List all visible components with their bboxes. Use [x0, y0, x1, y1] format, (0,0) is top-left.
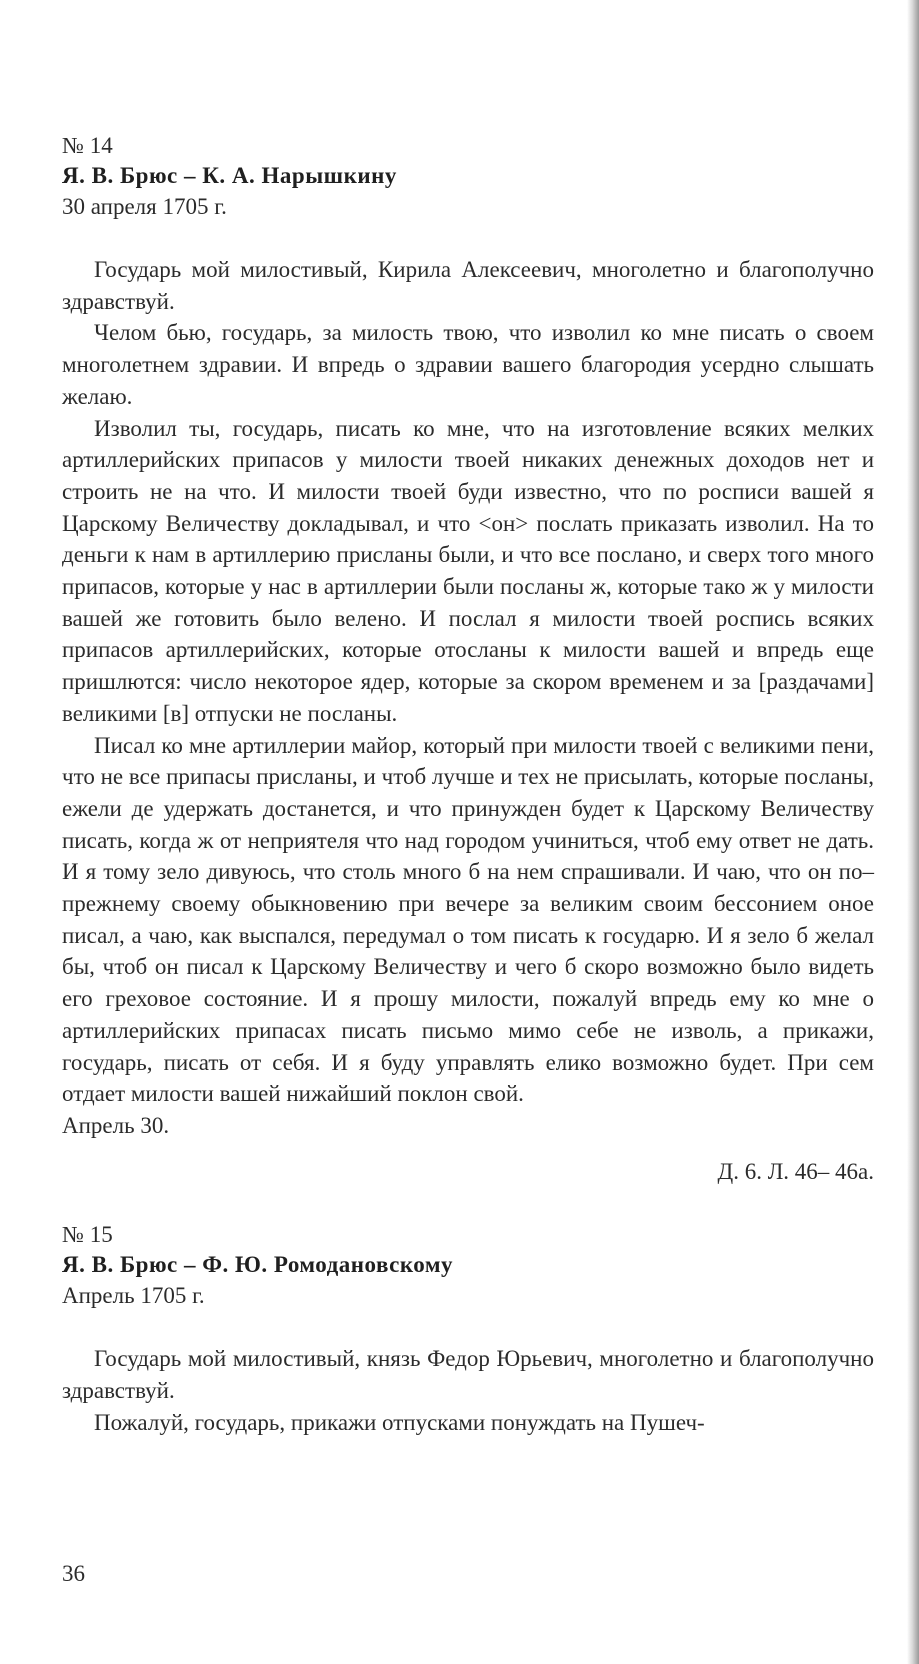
paragraph: Изволил ты, государь, писать ко мне, что на изготовление всяких мелких артиллерийских припасов у милости твоей никаких денежных доходов нет и строить не на что. И милости твоей буди известно, что по росписи вашей я Царскому Величеству докладывал, и что <он> послать приказать изволил. На то деньги к нам в артиллерию присланы были, и что все послано, и сверх того много припасов, которые у нас в артиллерии были посланы ж, которые тако ж у милости вашей же готовить было велено. И послал я милости твоей роспись всяких припасов артиллерийских, которые отосланы к милости вашей и впредь еще пришлются: число некоторое ядер, которые за скором временем и за [раздачами] великими [в] отпуски не посланы.: [62, 415, 874, 726]
document-number: № 14: [62, 133, 113, 158]
letter-body: [62, 1343, 874, 1438]
book-page: [62, 132, 874, 1439]
document-title: Я. В. Брюс – К. А. Нарышкину: [62, 163, 397, 188]
paragraph: Писал ко мне артиллерии майор, который при милости твоей с великими пени, что не все припасы присланы, и чтоб лучше и тех не присылать, которые посланы, ежели де удержать достанется, и что принужден будет к Царскому Величеству писать, когда ж от неприятеля что над городом учиниться, чтоб ему ответ не дать. И я тому зело дивуюсь, что столь много б на нем спрашивали. И чаю, что он по–прежнему своему обыкновению при вечере за великим своим бессонием оное писал, а чаю, как выспался, передумал о том писать к государю. И я зело б желал бы, чтоб он писал к Царскому Величеству и чего б скоро возможно было видеть его греховое состояние. И я прошу милости, пожалуй впредь ему ко мне о артиллерийских припасах писать письмо мимо себе не изволь, а прикажи, государь, писать от себя. И я буду управлять елико возможно будет. При сем отдает милости вашей нижайший поклон свой.: [62, 732, 874, 1107]
page-number: 36: [62, 1561, 85, 1586]
document-date: 30 апреля 1705 г.: [62, 194, 227, 219]
paragraph: Государь мой милостивый, князь Федор Юрьевич, многолетно и благополучно здравствуй.: [62, 1346, 874, 1404]
paragraph: Пожалуй, государь, прикажи отпусками понуждать на Пушеч-: [94, 1409, 705, 1435]
document-date: Апрель 1705 г.: [62, 1283, 205, 1309]
document-number: № 15: [62, 1222, 113, 1248]
letter-closing-date: Апрель 30.: [62, 1112, 170, 1138]
document-15: [62, 1221, 874, 1438]
archive-reference: Д. 6. Л. 46– 46а.: [717, 1158, 874, 1184]
page-edge-shadow: [907, 0, 919, 1664]
document-14: [62, 132, 874, 1187]
letter-body: [62, 254, 874, 1142]
document-title: Я. В. Брюс – Ф. Ю. Ромодановскому: [62, 1252, 454, 1278]
paragraph: Челом бью, государь, за милость твою, что изволил ко мне писать о своем многолетнем здравии. И впредь о здравии вашего благородия усердно слышать желаю.: [62, 320, 874, 409]
paragraph: Государь мой милостивый, Кирила Алексеевич, многолетно и благополучно здравствуй.: [62, 257, 874, 314]
